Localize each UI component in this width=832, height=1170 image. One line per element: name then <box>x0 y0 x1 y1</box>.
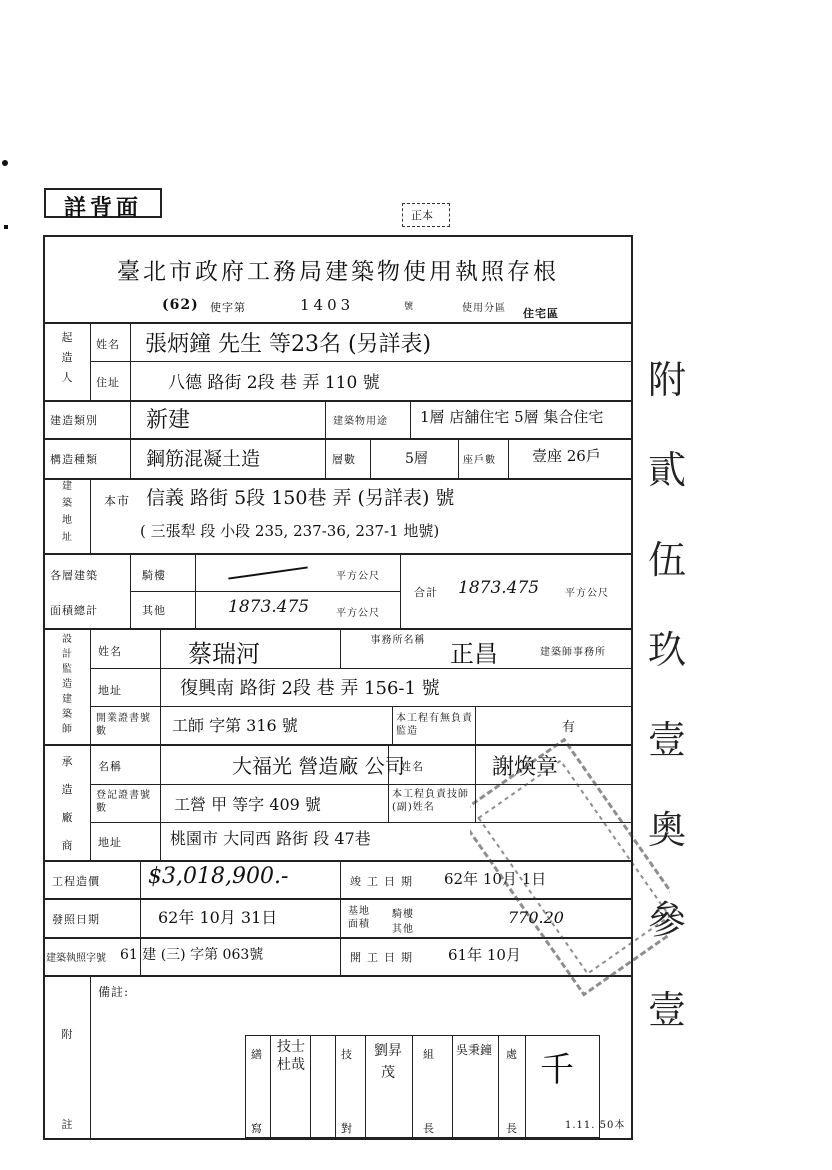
rule <box>90 744 91 860</box>
total-unit: 平方公尺 <box>565 588 609 599</box>
rule <box>270 1035 271 1138</box>
tech-label: 本工程負責技師(副)姓名 <box>392 789 469 813</box>
rule <box>43 438 633 440</box>
designer-license-value: 工師 字第 316 號 <box>172 716 298 735</box>
office-label: 事務所名稱 <box>370 635 426 646</box>
rule <box>340 628 341 668</box>
rule <box>458 438 459 478</box>
rule <box>90 975 91 1140</box>
seal-1: 技士杜哉 <box>277 1039 305 1073</box>
rule <box>43 553 633 555</box>
remark-label: 備註: <box>98 985 130 999</box>
rule <box>130 400 131 478</box>
permit-word: 使字第 <box>210 301 246 314</box>
issue-label: 發照日期 <box>52 913 100 926</box>
completion-value: 62年 10月 1日 <box>444 870 547 888</box>
start-value: 61年 10月 <box>448 946 521 964</box>
building-use-label: 建築物用途 <box>333 416 388 427</box>
site-arcade-label: 騎樓 <box>392 909 414 920</box>
other-label: 其他 <box>142 604 166 617</box>
detail-tag <box>44 188 162 221</box>
seal-4: 千 <box>540 1050 574 1090</box>
sig-bottom-4: 長 <box>506 1122 518 1135</box>
structure-value: 鋼筋混凝土造 <box>146 448 261 470</box>
site-address-value: 信義 路街 5段 150巷 弄 (另詳表) 號 <box>146 487 455 509</box>
contractor-name-label: 名稱 <box>98 760 122 773</box>
original-stamp <box>402 203 450 227</box>
side-text: 附貳伍 玖 壹奧 參 壹 <box>648 358 687 1032</box>
contractor-person-label: 姓名 <box>400 760 424 773</box>
other-value: 1873.475 <box>228 597 310 617</box>
completion-label: 竣工日期 <box>350 875 418 888</box>
rule <box>130 591 400 592</box>
start-label: 開工日期 <box>350 951 418 964</box>
applicant-section-label: 起造人 <box>61 331 73 384</box>
permit-hao: 號 <box>404 302 415 312</box>
sig-bottom-2: 對 <box>341 1122 353 1135</box>
rule <box>160 628 161 744</box>
rule <box>508 438 509 478</box>
sig-label-3: 組 <box>423 1048 435 1061</box>
cost-label: 工程造價 <box>52 875 100 888</box>
cost-value: $3,018,900.- <box>148 864 289 889</box>
supervise-value: 有 <box>562 720 576 735</box>
office-value: 正昌 <box>450 640 498 668</box>
original-stamp-text: 正本 <box>411 209 433 222</box>
issue-value: 62年 10月 31日 <box>158 908 278 927</box>
rule <box>43 322 633 324</box>
contractor-address-label: 地址 <box>98 836 122 849</box>
designer-address-label: 地址 <box>98 684 122 697</box>
contractor-person-value: 謝煥章 <box>492 755 559 780</box>
area-section-label-2: 面積總計 <box>50 604 98 617</box>
permit-number: 1403 <box>300 296 355 314</box>
rule <box>90 322 91 400</box>
sig-bottom-1: 寫 <box>251 1122 263 1135</box>
permit-year: (62) <box>162 297 199 313</box>
rule <box>452 1035 453 1138</box>
contractor-section-label: 承造廠商 <box>61 755 73 852</box>
rule <box>412 1035 413 1138</box>
units-label: 座戶數 <box>463 455 496 466</box>
sig-label-1: 繕 <box>251 1048 263 1061</box>
site-area-label: 基地面積 <box>348 906 370 930</box>
applicant-name-value: 張炳鐘 先生 等23名 (另詳表) <box>145 332 432 357</box>
area-unit-2: 平方公尺 <box>336 608 380 619</box>
supervise-label: 本工程有無負責監造 <box>396 713 473 737</box>
rule <box>340 860 341 975</box>
rule <box>310 1035 311 1138</box>
seal-overlay <box>470 700 670 1040</box>
contractor-address-value: 桃園市 大同西 路街 段 47巷 <box>170 829 371 848</box>
structure-label: 構造種類 <box>50 453 98 466</box>
site-lot-value: ( 三張犁 段 小段 235, 237-36, 237-1 地號) <box>140 522 440 540</box>
designer-address-value: 復興南 路街 2段 巷 弄 156-1 號 <box>180 678 440 699</box>
rule <box>525 1035 526 1138</box>
rule <box>90 478 91 553</box>
rule <box>130 553 131 628</box>
rule <box>365 1035 366 1138</box>
rule <box>43 628 633 630</box>
site-section-label: 建築地址 <box>62 481 72 543</box>
designer-name-label: 姓名 <box>98 645 122 658</box>
page-title: 臺北市政府工務局建築物使用執照存根 <box>117 259 559 285</box>
scan-mark <box>2 160 8 166</box>
designer-name-value: 蔡瑞河 <box>188 640 260 668</box>
applicant-address-label: 住址 <box>96 376 120 389</box>
rule <box>43 400 633 402</box>
sig-bottom-3: 長 <box>423 1122 435 1135</box>
seal-2: 劉昇茂 <box>374 1043 402 1081</box>
rule <box>335 1035 336 1138</box>
seal-3: 吳秉鐘 <box>456 1043 493 1057</box>
rule <box>195 553 196 628</box>
arcade-label: 騎樓 <box>142 569 166 582</box>
designer-license-label: 開業證書號數 <box>96 713 151 737</box>
rule <box>130 322 131 400</box>
rule <box>90 361 633 362</box>
applicant-address-value: 八德 路街 2段 巷 弄 110 號 <box>168 373 380 393</box>
contractor-name-value: 大福光 營造廠 公司 <box>232 754 405 778</box>
rule <box>160 744 161 860</box>
zone-value: 住宅區 <box>523 307 559 320</box>
contractor-license-value: 工營 甲 等字 409 號 <box>174 795 321 814</box>
zone-label: 使用分區 <box>462 303 506 314</box>
site-other-label: 其他 <box>392 924 414 935</box>
rule <box>90 628 91 744</box>
office-suffix: 建築師事務所 <box>540 647 606 658</box>
units-value: 壹座 26戶 <box>532 447 601 465</box>
total-value: 1873.475 <box>458 578 540 598</box>
notes-section-label: 附註 <box>61 1028 73 1131</box>
contractor-license-label: 登記證書號數 <box>96 790 151 814</box>
floors-value: 5層 <box>405 451 428 467</box>
site-city: 本市 <box>104 494 131 508</box>
sig-label-2: 技 <box>341 1048 353 1061</box>
site-area-value: 770.20 <box>508 908 564 927</box>
sig-label-4: 處 <box>506 1048 518 1061</box>
detail-tag-text: 詳背面 <box>63 195 142 221</box>
rule <box>392 706 393 744</box>
rule <box>400 553 401 628</box>
building-use-value: 1層 店舖住宅 5層 集合住宅 <box>420 408 604 426</box>
rule <box>498 1035 499 1138</box>
area-unit-1: 平方公尺 <box>336 571 380 582</box>
applicant-name-label: 姓名 <box>96 338 120 351</box>
scan-mark <box>4 225 8 229</box>
designer-section-label: 設計監造建築師 <box>62 634 72 735</box>
footer-print: 1.11. 50本 <box>565 1120 626 1131</box>
construction-permit-value: 61 建 (三) 字第 063號 <box>120 947 264 963</box>
rule <box>325 400 326 478</box>
floors-label: 層數 <box>332 453 356 466</box>
building-type-label: 建造類別 <box>50 414 98 427</box>
construction-permit-label: 建築執照字號 <box>46 953 106 964</box>
rule <box>370 438 371 478</box>
rule <box>90 668 633 669</box>
rule <box>43 478 633 480</box>
total-label: 合計 <box>414 586 438 599</box>
area-section-label-1: 各層建築 <box>50 569 98 582</box>
rule <box>410 400 411 438</box>
building-type-value: 新建 <box>146 408 191 433</box>
